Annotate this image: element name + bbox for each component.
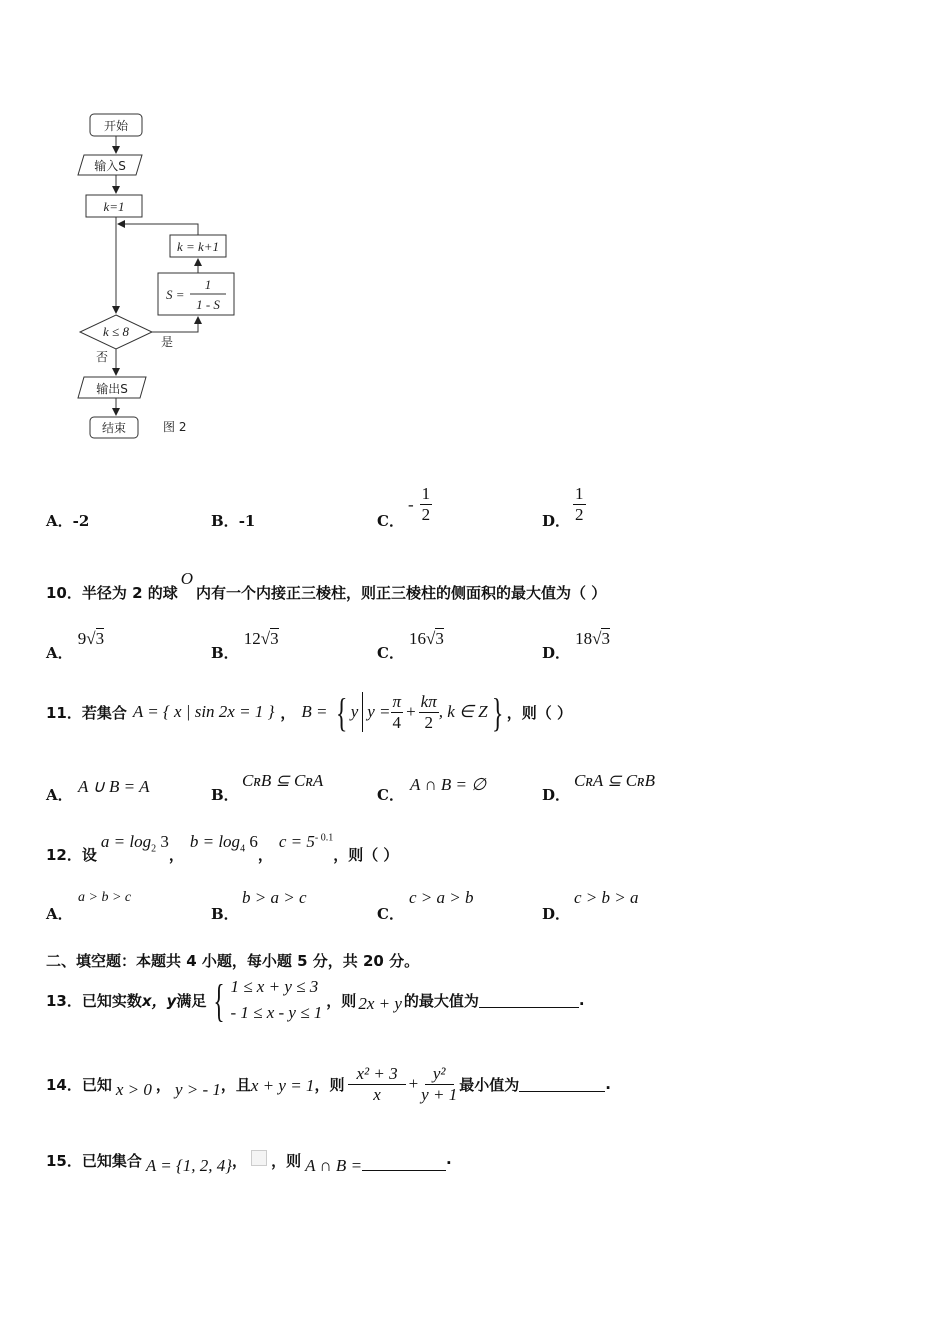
stem-text: ，则	[326, 991, 357, 1010]
question-number: 13．	[46, 991, 82, 1010]
stem-text: 已知	[81, 1075, 112, 1094]
q12-option-a-value: a > b > c	[78, 890, 132, 905]
stem-text: ，则	[314, 1075, 345, 1094]
fraction-numerator: 1	[421, 484, 431, 503]
q9-option-b[interactable]	[211, 510, 255, 531]
flow-assign-lhs: S =	[166, 287, 185, 302]
intersection-expr: A ∩ B =	[305, 1156, 363, 1175]
condition-x: x > 0	[115, 1080, 152, 1099]
stem-text: 最小值为	[459, 1075, 520, 1094]
option-letter: B．	[211, 512, 239, 530]
question-number: 11．	[46, 703, 82, 722]
stem-text: 的最大值为	[403, 991, 479, 1010]
q10-option-a[interactable]	[46, 628, 105, 662]
q14-stem	[46, 1056, 611, 1112]
option-value: 12√3	[243, 629, 279, 648]
plus-sign: +	[406, 702, 416, 721]
minus-sign: -	[408, 494, 414, 514]
flow-assign-den: 1 - S	[196, 297, 220, 312]
period: .	[446, 1150, 452, 1168]
flow-init-label: k=1	[103, 199, 125, 214]
condition-y: y > - 1	[174, 1080, 221, 1099]
objective-expr: 2x + y	[358, 994, 402, 1013]
set-b-image-placeholder	[251, 1150, 267, 1166]
stem-text: 已知实数	[81, 991, 142, 1010]
b-definition: $b = \log_4 6$	[189, 832, 258, 855]
option-letter: B．	[211, 644, 239, 662]
set-b-bar	[362, 692, 363, 732]
option-letter: C．	[377, 644, 404, 662]
stem-text: 设	[81, 846, 97, 864]
flowchart	[70, 105, 270, 445]
fraction-denominator: 2	[421, 505, 431, 524]
option-value: 9√3	[77, 629, 105, 648]
stem-text: ，则（ ）	[506, 703, 572, 722]
stem-text: ，则（ ）	[333, 846, 399, 864]
flow-yes-label: 是	[161, 335, 174, 349]
question-number: 15．	[46, 1152, 82, 1170]
question-number: 14．	[46, 1075, 82, 1094]
flow-start-label: 开始	[103, 119, 129, 133]
stem-text: ，则	[271, 1152, 302, 1170]
section-heading: 二、填空题：本题共 4 小题，每小题 5 分，共 20 分。	[46, 952, 420, 970]
separator: ，	[232, 1152, 248, 1170]
stem-text: ，且	[220, 1075, 251, 1094]
set-b-var: y	[350, 702, 359, 721]
fraction-2: $\frac{\text{y²}}{y + 1}$	[421, 1063, 458, 1104]
set-b-eq: y =	[367, 702, 391, 721]
option-value: 18√3	[575, 629, 610, 648]
separator: ，	[155, 1075, 171, 1094]
flow-end-label: 结束	[101, 421, 127, 435]
answer-blank[interactable]	[362, 1156, 446, 1171]
xy-vars: x，y	[141, 991, 177, 1010]
condition-sum: x + y = 1	[250, 1076, 315, 1095]
inequality-system	[230, 974, 322, 1026]
set-b-lhs: B =	[301, 702, 328, 721]
answer-blank[interactable]	[479, 993, 579, 1008]
q9-option-c-value	[408, 484, 432, 525]
a-definition: $a = \log_2 3$	[100, 832, 169, 855]
q12-option-d-value: c > b > a	[574, 888, 639, 907]
q12-option-c-value: c > a > b	[409, 888, 474, 907]
q11-option-b-letter[interactable]: B．	[211, 786, 239, 804]
inequality-2: - 1 ≤ x - y ≤ 1	[230, 1003, 323, 1022]
c-definition: $c = 5^{- 0.1}$	[278, 832, 334, 851]
option-value: 16√3	[409, 629, 444, 648]
q10-option-c[interactable]	[377, 628, 444, 662]
stem-text: 内有一个内接正三棱柱，则正三棱柱的侧面积的最大值为（ ）	[196, 584, 607, 602]
question-number: 12．	[46, 846, 82, 864]
answer-blank[interactable]	[519, 1077, 605, 1092]
period: .	[578, 991, 585, 1009]
plus-sign: +	[408, 1074, 419, 1093]
sphere-var: O	[180, 569, 194, 588]
separator: ，	[257, 846, 273, 864]
fraction-denominator: 2	[575, 505, 584, 524]
stem-text: 半径为 2 的球	[81, 584, 178, 602]
q10-stem	[46, 569, 607, 603]
q11-option-d-value: CʀA ⊆ CʀB	[574, 771, 655, 790]
flow-increment-label: k = k+1	[176, 239, 220, 254]
q9-option-a[interactable]	[46, 510, 89, 531]
q11-stem	[46, 686, 572, 738]
question-number: 10．	[46, 584, 82, 602]
q9-option-c-letter[interactable]: C．	[377, 512, 404, 530]
q12-option-a-letter[interactable]: A．	[46, 905, 73, 923]
fraction-numerator: 1	[575, 484, 584, 503]
q12-option-d-letter[interactable]: D．	[542, 905, 571, 923]
flow-output-label: 输出S	[96, 382, 128, 396]
option-letter: A．	[46, 512, 73, 530]
q11-option-c-letter[interactable]: C．	[377, 786, 404, 804]
flow-caption: 图 2	[163, 420, 187, 434]
q11-option-d-letter[interactable]: D．	[542, 786, 571, 804]
separator: ，	[168, 846, 184, 864]
q11-option-b-value: CʀB ⊆ CʀA	[242, 771, 324, 790]
option-letter: D．	[542, 644, 571, 662]
option-value: -2	[72, 512, 90, 530]
q11-option-a-letter[interactable]: A．	[46, 786, 73, 804]
pi-over-4: $\frac{\pi}{4}$	[392, 691, 402, 732]
option-value: -1	[238, 512, 256, 530]
set-a-expr: A = { x | sin 2x = 1 }	[132, 702, 275, 721]
q15-stem	[46, 1150, 452, 1175]
set-b-left-brace: {	[335, 689, 347, 735]
q9-option-d-value	[573, 484, 586, 525]
q12-stem	[46, 832, 398, 865]
flow-input-label: 输入S	[94, 159, 126, 173]
q10-options	[46, 628, 926, 662]
q12-option-b-value: b > a > c	[242, 888, 307, 907]
kpi-over-2: $\frac{k\pi}{2}$	[420, 691, 437, 732]
stem-text: 若集合	[81, 703, 127, 722]
q13-stem	[46, 972, 585, 1028]
fraction-1: x² + 3 x	[348, 1064, 405, 1105]
system-brace: {	[213, 974, 225, 1026]
q12-option-c-letter[interactable]: C．	[377, 905, 404, 923]
option-letter: A．	[46, 644, 73, 662]
k-in-z: , k ∈ Z	[438, 702, 488, 721]
q12-option-b-letter[interactable]: B．	[211, 905, 239, 923]
stem-text: 满足	[176, 991, 207, 1010]
flow-assign-num: 1	[204, 277, 212, 292]
separator: ，	[280, 703, 296, 722]
set-a-expr: A = {1, 2, 4}	[145, 1156, 233, 1175]
q11-option-c-value: A ∩ B = ∅	[410, 775, 487, 794]
inequality-1: 1 ≤ x + y ≤ 3	[230, 977, 319, 996]
q11-option-a-value: A ∪ B = A	[78, 777, 150, 796]
stem-text: 已知集合	[81, 1152, 142, 1170]
period: .	[605, 1075, 611, 1093]
q10-option-b[interactable]	[211, 628, 279, 662]
flow-no-label: 否	[96, 350, 109, 364]
set-b-right-brace: }	[491, 689, 503, 735]
flow-condition-label: k ≤ 8	[103, 324, 129, 339]
q10-option-d[interactable]	[542, 628, 610, 662]
q9-option-d-letter[interactable]: D．	[542, 512, 571, 530]
